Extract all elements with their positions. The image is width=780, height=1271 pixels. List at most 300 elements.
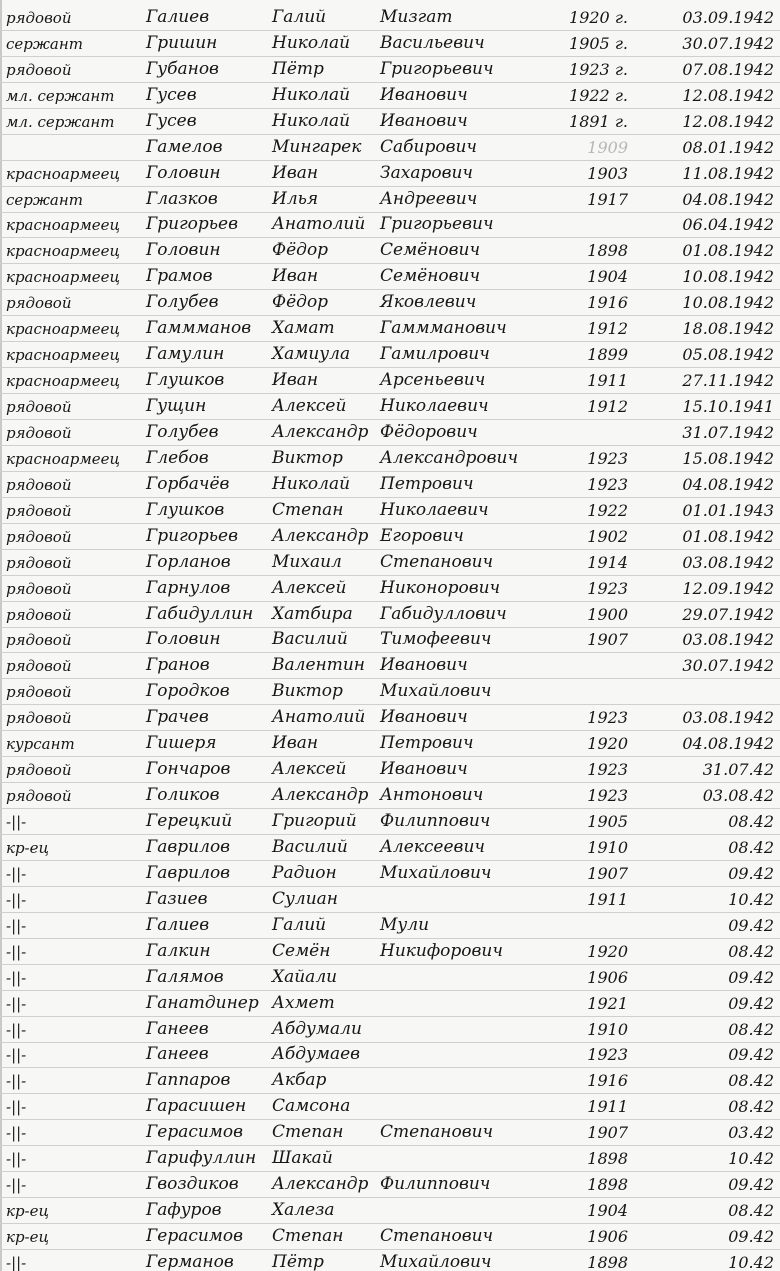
rank-cell: -||- xyxy=(6,1046,27,1065)
first-name-cell: Сулиан xyxy=(272,888,338,909)
rank-cell: рядовой xyxy=(6,631,72,650)
ledger-row xyxy=(0,160,780,187)
birth-year-cell: 1923 xyxy=(587,578,628,598)
surname-cell: Гришин xyxy=(146,32,218,53)
rank-cell: красноармеец xyxy=(6,242,121,261)
date-cell: 06.04.1942 xyxy=(682,215,774,235)
first-name-cell: Абдумаев xyxy=(272,1044,361,1065)
rank-cell: -||- xyxy=(6,813,27,832)
date-cell: 08.42 xyxy=(728,812,774,832)
first-name-cell: Хайали xyxy=(272,966,338,987)
patronymic-cell: Петрович xyxy=(380,733,474,754)
rank-cell: рядовой xyxy=(6,475,72,494)
date-cell: 04.08.1942 xyxy=(682,189,774,209)
ledger-row xyxy=(0,523,780,550)
surname-cell: Горбачёв xyxy=(146,473,230,494)
birth-year-cell: 1914 xyxy=(587,552,628,572)
ledger-row xyxy=(0,627,780,654)
birth-year-cell: 1891 г. xyxy=(569,111,628,131)
date-cell: 30.07.1942 xyxy=(682,33,774,53)
patronymic-cell: Николаевич xyxy=(380,499,489,520)
date-cell: 15.10.1941 xyxy=(682,397,774,417)
rank-cell: -||- xyxy=(6,890,27,909)
birth-year-cell: 1917 xyxy=(587,189,628,209)
date-cell: 11.08.1942 xyxy=(682,163,774,183)
date-cell: 08.42 xyxy=(728,1201,774,1221)
ledger-row xyxy=(0,1042,780,1069)
ledger-row xyxy=(0,1119,780,1146)
first-name-cell: Мингарек xyxy=(272,136,362,157)
patronymic-cell: Егорович xyxy=(380,525,464,546)
patronymic-cell: Степанович xyxy=(380,1226,494,1247)
first-name-cell: Пётр xyxy=(272,58,324,79)
rank-cell: -||- xyxy=(6,1072,27,1091)
birth-year-cell: 1923 г. xyxy=(569,59,628,79)
first-name-cell: Александр xyxy=(272,421,369,442)
patronymic-cell: Петрович xyxy=(380,473,474,494)
surname-cell: Гранов xyxy=(146,655,210,676)
birth-year-cell: 1898 xyxy=(587,1149,628,1169)
rank-cell: -||- xyxy=(6,1124,27,1143)
ledger-row xyxy=(0,964,780,991)
ledger-row xyxy=(0,289,780,316)
ledger-row xyxy=(0,834,780,861)
surname-cell: Галкин xyxy=(146,940,211,961)
patronymic-cell: Иванович xyxy=(380,84,468,105)
birth-year-cell: 1907 xyxy=(587,1123,628,1143)
first-name-cell: Фёдор xyxy=(272,292,329,313)
rank-cell: -||- xyxy=(6,1020,27,1039)
surname-cell: Гвоздиков xyxy=(146,1174,239,1195)
first-name-cell: Анатолий xyxy=(272,214,366,235)
rank-cell: кр-ец xyxy=(6,838,49,857)
birth-year-cell: 1907 xyxy=(587,630,628,650)
date-cell: 03.08.42 xyxy=(702,786,774,806)
rank-cell: -||- xyxy=(6,1253,27,1271)
first-name-cell: Абдумали xyxy=(272,1018,362,1039)
ledger-row xyxy=(0,341,780,368)
birth-year-cell: 1900 xyxy=(587,604,628,624)
first-name-cell: Николай xyxy=(272,473,351,494)
patronymic-cell: Фёдорович xyxy=(380,421,478,442)
first-name-cell: Степан xyxy=(272,1226,344,1247)
date-cell: 09.42 xyxy=(728,863,774,883)
patronymic-cell: Иванович xyxy=(380,110,468,131)
rank-cell: красноармеец xyxy=(6,164,121,183)
date-cell: 08.42 xyxy=(728,1019,774,1039)
first-name-cell: Виктор xyxy=(272,447,343,468)
ledger-row xyxy=(0,186,780,213)
date-cell: 01.08.1942 xyxy=(682,526,774,546)
rank-cell: рядовой xyxy=(6,501,72,520)
date-cell: 10.08.1942 xyxy=(682,267,774,287)
surname-cell: Гарнулов xyxy=(146,577,231,598)
first-name-cell: Василий xyxy=(272,836,348,857)
ledger-row xyxy=(0,704,780,731)
first-name-cell: Анатолий xyxy=(272,707,366,728)
surname-cell: Галямов xyxy=(146,966,224,987)
first-name-cell: Алексей xyxy=(272,759,347,780)
rank-cell: рядовой xyxy=(6,423,72,442)
ledger-row xyxy=(0,367,780,394)
birth-year-cell: 1923 xyxy=(587,760,628,780)
first-name-cell: Хамиула xyxy=(272,344,351,365)
first-name-cell: Пётр xyxy=(272,1251,324,1271)
birth-year-cell: 1922 г. xyxy=(569,85,628,105)
surname-cell: Голубев xyxy=(146,421,219,442)
patronymic-cell: Тимофеевич xyxy=(380,629,492,650)
ledger-row xyxy=(0,497,780,524)
ledger-row xyxy=(0,938,780,965)
surname-cell: Горланов xyxy=(146,551,231,572)
date-cell: 09.42 xyxy=(728,993,774,1013)
patronymic-cell: Алексеевич xyxy=(380,836,485,857)
patronymic-cell: Яковлевич xyxy=(380,292,477,313)
birth-year-cell: 1909 xyxy=(587,137,628,157)
surname-cell: Гаппаров xyxy=(146,1070,231,1091)
birth-year-cell: 1923 xyxy=(587,448,628,468)
rank-cell: сержант xyxy=(6,190,83,209)
rank-cell: -||- xyxy=(6,864,27,883)
ledger-row xyxy=(0,30,780,57)
surname-cell: Галиев xyxy=(146,6,210,27)
patronymic-cell: Васильевич xyxy=(380,32,485,53)
date-cell: 10.42 xyxy=(728,1252,774,1271)
patronymic-cell: Иванович xyxy=(380,655,468,676)
first-name-cell: Фёдор xyxy=(272,240,329,261)
first-name-cell: Виктор xyxy=(272,681,343,702)
first-name-cell: Степан xyxy=(272,499,344,520)
patronymic-cell: Григорьевич xyxy=(380,214,494,235)
birth-year-cell: 1905 г. xyxy=(569,33,628,53)
patronymic-cell: Сабирович xyxy=(380,136,478,157)
rank-cell: -||- xyxy=(6,1150,27,1169)
rank-cell: -||- xyxy=(6,1176,27,1195)
ledger-row xyxy=(0,1249,780,1271)
rank-cell: кр-ец xyxy=(6,1228,49,1247)
patronymic-cell: Иванович xyxy=(380,759,468,780)
first-name-cell: Галий xyxy=(272,914,327,935)
patronymic-cell: Филиппович xyxy=(380,1174,491,1195)
date-cell: 12.08.1942 xyxy=(682,85,774,105)
ledger-row xyxy=(0,1016,780,1043)
patronymic-cell: Семёнович xyxy=(380,240,481,261)
patronymic-cell: Гамилрович xyxy=(380,344,490,365)
ledger-row xyxy=(0,730,780,757)
first-name-cell: Семён xyxy=(272,940,331,961)
surname-cell: Головин xyxy=(146,240,221,261)
date-cell: 08.42 xyxy=(728,941,774,961)
first-name-cell: Александр xyxy=(272,785,369,806)
rank-cell: рядовой xyxy=(6,605,72,624)
patronymic-cell: Гаммманович xyxy=(380,318,507,339)
first-name-cell: Василий xyxy=(272,629,348,650)
date-cell: 04.08.1942 xyxy=(682,734,774,754)
ledger-row xyxy=(0,445,780,472)
patronymic-cell: Николаевич xyxy=(380,396,489,417)
patronymic-cell: Андреевич xyxy=(380,188,478,209)
birth-year-cell: 1902 xyxy=(587,526,628,546)
patronymic-cell: Мули xyxy=(380,914,430,935)
birth-year-cell: 1899 xyxy=(587,345,628,365)
birth-year-cell: 1921 xyxy=(587,993,628,1013)
rank-cell: -||- xyxy=(6,1098,27,1117)
ledger-row xyxy=(0,912,780,939)
birth-year-cell: 1898 xyxy=(587,1252,628,1271)
surname-cell: Герасимов xyxy=(146,1226,244,1247)
first-name-cell: Иван xyxy=(272,733,319,754)
date-cell: 08.42 xyxy=(728,837,774,857)
first-name-cell: Алексей xyxy=(272,577,347,598)
date-cell: 08.42 xyxy=(728,1097,774,1117)
ledger-row xyxy=(0,263,780,290)
patronymic-cell: Габидуллович xyxy=(380,603,507,624)
first-name-cell: Галий xyxy=(272,6,327,27)
date-cell: 12.09.1942 xyxy=(682,578,774,598)
birth-year-cell: 1911 xyxy=(587,371,628,391)
ledger-row xyxy=(0,860,780,887)
rank-cell: красноармеец xyxy=(6,346,121,365)
first-name-cell: Самсона xyxy=(272,1096,351,1117)
ledger-row xyxy=(0,1223,780,1250)
ledger-row xyxy=(0,1145,780,1172)
surname-cell: Гафуров xyxy=(146,1200,222,1221)
rank-cell: красноармеец xyxy=(6,372,121,391)
patronymic-cell: Степанович xyxy=(380,1122,494,1143)
date-cell: 10.42 xyxy=(728,1149,774,1169)
surname-cell: Голиков xyxy=(146,785,220,806)
rank-cell: -||- xyxy=(6,942,27,961)
rank-cell: красноармеец xyxy=(6,216,121,235)
surname-cell: Газиев xyxy=(146,888,208,909)
birth-year-cell: 1922 xyxy=(587,500,628,520)
surname-cell: Гаврилов xyxy=(146,836,231,857)
birth-year-cell: 1912 xyxy=(587,397,628,417)
patronymic-cell: Мизгат xyxy=(380,6,453,27)
patronymic-cell: Михайлович xyxy=(380,681,492,702)
rank-cell: красноармеец xyxy=(6,320,121,339)
first-name-cell: Алексей xyxy=(272,396,347,417)
birth-year-cell: 1916 xyxy=(587,293,628,313)
birth-year-cell: 1898 xyxy=(587,1175,628,1195)
rank-cell: рядовой xyxy=(6,8,72,27)
date-cell: 04.08.1942 xyxy=(682,474,774,494)
first-name-cell: Шакай xyxy=(272,1148,333,1169)
first-name-cell: Николай xyxy=(272,110,351,131)
ledger-row xyxy=(0,393,780,420)
patronymic-cell: Арсеньевич xyxy=(380,370,486,391)
ledger-row xyxy=(0,134,780,161)
date-cell: 08.42 xyxy=(728,1071,774,1091)
date-cell: 03.08.1942 xyxy=(682,630,774,650)
ledger-row xyxy=(0,108,780,135)
ledger-row xyxy=(0,886,780,913)
first-name-cell: Александр xyxy=(272,1174,369,1195)
rank-cell: кр-ец xyxy=(6,1202,49,1221)
surname-cell: Ганеев xyxy=(146,1018,209,1039)
rank-cell: красноармеец xyxy=(6,268,121,287)
ledger-row xyxy=(0,1093,780,1120)
date-cell: 27.11.1942 xyxy=(682,371,774,391)
surname-cell: Глушков xyxy=(146,370,225,391)
birth-year-cell: 1923 xyxy=(587,708,628,728)
rank-cell: -||- xyxy=(6,916,27,935)
surname-cell: Гончаров xyxy=(146,759,231,780)
surname-cell: Герасимов xyxy=(146,1122,244,1143)
rank-cell: рядовой xyxy=(6,527,72,546)
surname-cell: Головин xyxy=(146,162,221,183)
rank-cell: мл. сержант xyxy=(6,86,115,105)
rank-cell: рядовой xyxy=(6,553,72,572)
ledger-row xyxy=(0,419,780,446)
ledger-row xyxy=(0,990,780,1017)
birth-year-cell: 1923 xyxy=(587,1045,628,1065)
surname-cell: Гамелов xyxy=(146,136,223,157)
ledger-row xyxy=(0,782,780,809)
first-name-cell: Хамат xyxy=(272,318,335,339)
rank-cell: сержант xyxy=(6,34,83,53)
patronymic-cell: Филиппович xyxy=(380,811,491,832)
surname-cell: Глушков xyxy=(146,499,225,520)
surname-cell: Гаврилов xyxy=(146,862,231,883)
first-name-cell: Халеза xyxy=(272,1200,335,1221)
date-cell: 09.42 xyxy=(728,915,774,935)
ledger-row xyxy=(0,212,780,239)
first-name-cell: Николай xyxy=(272,84,351,105)
ledger-row xyxy=(0,601,780,628)
date-cell: 31.07.1942 xyxy=(682,422,774,442)
surname-cell: Григорьев xyxy=(146,525,239,546)
patronymic-cell: Семёнович xyxy=(380,266,481,287)
date-cell: 09.42 xyxy=(728,1227,774,1247)
rank-cell: мл. сержант xyxy=(6,112,115,131)
date-cell: 09.42 xyxy=(728,1045,774,1065)
ledger-row xyxy=(0,1171,780,1198)
ledger-row xyxy=(0,82,780,109)
first-name-cell: Николай xyxy=(272,32,351,53)
surname-cell: Глазков xyxy=(146,188,218,209)
ledger-row xyxy=(0,575,780,602)
surname-cell: Ганеев xyxy=(146,1044,209,1065)
ledger-row xyxy=(0,549,780,576)
surname-cell: Гишеря xyxy=(146,733,217,754)
patronymic-cell: Михайлович xyxy=(380,1251,492,1271)
first-name-cell: Иван xyxy=(272,266,319,287)
rank-cell: рядовой xyxy=(6,683,72,702)
date-cell: 03.08.1942 xyxy=(682,708,774,728)
rank-cell: рядовой xyxy=(6,579,72,598)
surname-cell: Губанов xyxy=(146,58,219,79)
ledger-row xyxy=(0,1067,780,1094)
birth-year-cell: 1920 г. xyxy=(569,7,628,27)
surname-cell: Григорьев xyxy=(146,214,239,235)
ledger-row xyxy=(0,1197,780,1224)
surname-cell: Галиев xyxy=(146,914,210,935)
ledger-row xyxy=(0,678,780,705)
ledger-row xyxy=(0,4,780,31)
surname-cell: Головин xyxy=(146,629,221,650)
birth-year-cell: 1906 xyxy=(587,967,628,987)
surname-cell: Гаммманов xyxy=(146,318,252,339)
ledger-row xyxy=(0,756,780,783)
ledger-row xyxy=(0,315,780,342)
first-name-cell: Ахмет xyxy=(272,992,335,1013)
first-name-cell: Иван xyxy=(272,162,319,183)
surname-cell: Голубев xyxy=(146,292,219,313)
surname-cell: Городков xyxy=(146,681,230,702)
date-cell: 15.08.1942 xyxy=(682,448,774,468)
date-cell: 03.08.1942 xyxy=(682,552,774,572)
patronymic-cell: Захарович xyxy=(380,162,473,183)
first-name-cell: Григорий xyxy=(272,811,357,832)
rank-cell: рядовой xyxy=(6,60,72,79)
date-cell: 10.08.1942 xyxy=(682,293,774,313)
ledger-row xyxy=(0,808,780,835)
rank-cell: рядовой xyxy=(6,709,72,728)
birth-year-cell: 1898 xyxy=(587,241,628,261)
surname-cell: Герецкий xyxy=(146,811,233,832)
date-cell: 12.08.1942 xyxy=(682,111,774,131)
patronymic-cell: Иванович xyxy=(380,707,468,728)
surname-cell: Гусев xyxy=(146,84,197,105)
surname-cell: Глебов xyxy=(146,447,209,468)
rank-cell: курсант xyxy=(6,735,75,754)
patronymic-cell: Михайлович xyxy=(380,862,492,883)
ledger-row xyxy=(0,237,780,264)
date-cell: 29.07.1942 xyxy=(682,604,774,624)
date-cell: 31.07.42 xyxy=(702,760,774,780)
ledger-row xyxy=(0,56,780,83)
patronymic-cell: Никонорович xyxy=(380,577,501,598)
first-name-cell: Степан xyxy=(272,1122,344,1143)
surname-cell: Гусев xyxy=(146,110,197,131)
surname-cell: Гарифуллин xyxy=(146,1148,257,1169)
birth-year-cell: 1907 xyxy=(587,863,628,883)
ledger-row xyxy=(0,652,780,679)
birth-year-cell: 1911 xyxy=(587,1097,628,1117)
surname-cell: Грачев xyxy=(146,707,209,728)
birth-year-cell: 1903 xyxy=(587,163,628,183)
surname-cell: Габидуллин xyxy=(146,603,254,624)
date-cell: 10.42 xyxy=(728,889,774,909)
date-cell: 08.01.1942 xyxy=(682,137,774,157)
first-name-cell: Александр xyxy=(272,525,369,546)
birth-year-cell: 1923 xyxy=(587,786,628,806)
first-name-cell: Михаил xyxy=(272,551,342,572)
patronymic-cell: Григорьевич xyxy=(380,58,494,79)
rank-cell: красноармеец xyxy=(6,449,121,468)
rank-cell: рядовой xyxy=(6,657,72,676)
patronymic-cell: Александрович xyxy=(380,447,519,468)
patronymic-cell: Антонович xyxy=(380,785,484,806)
surname-cell: Грамов xyxy=(146,266,213,287)
birth-year-cell: 1910 xyxy=(587,837,628,857)
date-cell: 18.08.1942 xyxy=(682,319,774,339)
date-cell: 01.01.1943 xyxy=(682,500,774,520)
surname-cell: Гарасишен xyxy=(146,1096,247,1117)
surname-cell: Германов xyxy=(146,1251,234,1271)
date-cell: 03.42 xyxy=(728,1123,774,1143)
first-name-cell: Хатбира xyxy=(272,603,353,624)
first-name-cell: Илья xyxy=(272,188,319,209)
date-cell: 03.09.1942 xyxy=(682,7,774,27)
birth-year-cell: 1920 xyxy=(587,941,628,961)
birth-year-cell: 1923 xyxy=(587,474,628,494)
date-cell: 01.08.1942 xyxy=(682,241,774,261)
rank-cell: рядовой xyxy=(6,787,72,806)
birth-year-cell: 1910 xyxy=(587,1019,628,1039)
date-cell: 07.08.1942 xyxy=(682,59,774,79)
